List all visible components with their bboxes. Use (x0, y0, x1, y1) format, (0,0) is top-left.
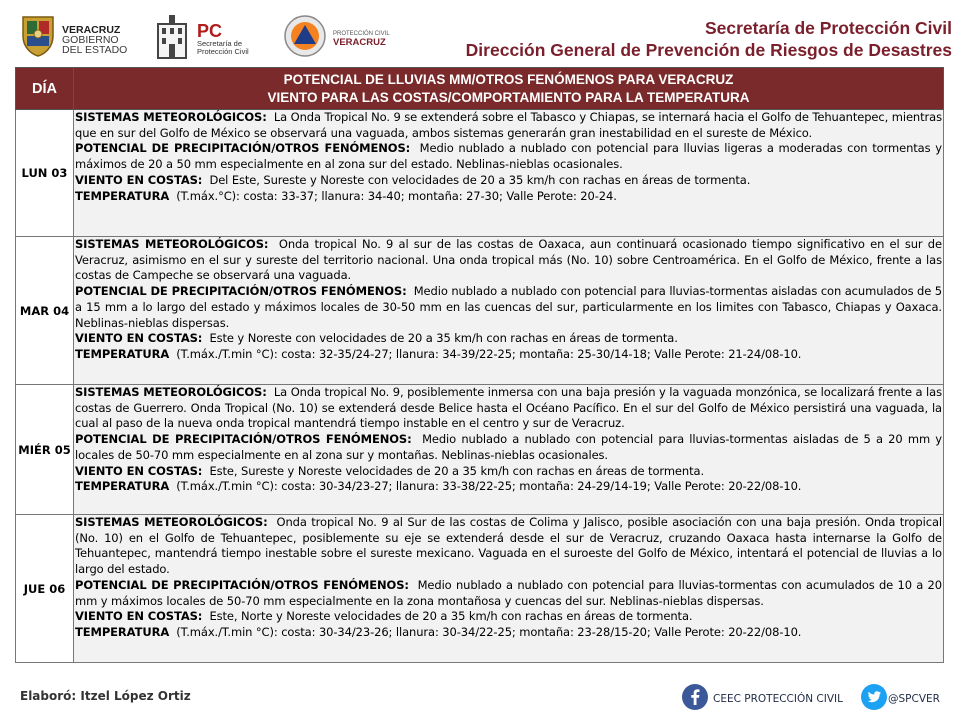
veracruz-logo (20, 14, 160, 62)
temperatura-label: TEMPERATURA (75, 346, 170, 361)
viento-text: Este, Norte y Noreste velocidades de 20 a 35 km/h con rachas en áreas de tormenta. (209, 609, 693, 624)
viento-label: VIENTO EN COSTAS: (75, 172, 203, 187)
viento-text: Del Este, Sureste y Noreste con velocidades de 20 a 35 km/h con rachas en áreas de tormenta. (209, 172, 751, 187)
sistemas-text: Onda tropical No. 9 al Sur de las costas de Colima y Jalisco, posible asociación con una baja presión. Onda tropical (No. 10) en el Golfo de Tehuantepec, posiblemente su eje se extenderá desde el sur de Veracruz, cruzando Oaxaca hasta internarse la Golfo de Tehuantepec, mantendrá tiempo inestable sobre el sureste mexicano. Vaguada en el suroeste del Golfo de México, intentará el potencial de lluvias a lo largo del estado. (75, 515, 942, 577)
sistemas-text: La Onda Tropical No. 9 se extenderá sobre el Tabasco y Chiapas, se internará hacia el Golfo de Tehuantepec, mientras que en sur del Golfo de México se observará una vaguada, ambos sistemas generarán gran inestabilidad en el sureste de México. (75, 110, 942, 140)
temperatura-label: TEMPERATURA (75, 479, 170, 494)
pc-sub2: Protección Civil (197, 47, 249, 56)
veracruz-shield-icon (20, 14, 56, 58)
twitter-label[interactable]: @SPCVER (888, 693, 940, 705)
temperatura-text: (T.máx./T.min °C): costa: 32-35/24-27; llanura: 34-39/22-25; montaña: 25-30/14-18; Valle Perote: 21-24/08-10. (176, 346, 802, 361)
row-day: MIÉR 05 (16, 385, 74, 515)
veracruz-line3: DEL ESTADO (62, 44, 128, 56)
pc-logo (155, 14, 280, 62)
temperatura-label: TEMPERATURA (75, 188, 170, 203)
facebook-label[interactable]: CEEC PROTECCIÓN CIVIL (713, 693, 843, 705)
pcv-line2: VERACRUZ (333, 37, 386, 48)
page-subtitle: Dirección General de Prevención de Riesgos de Desastres (465, 40, 952, 60)
row-day: LUN 03 (16, 110, 74, 237)
temperatura-text: (T.máx.°C): costa: 33-37; llanura: 34-40; montaña: 27-30; Valle Perote: 20-24. (176, 188, 617, 203)
sistemas-label: SISTEMAS METEOROLÓGICOS: (75, 110, 267, 124)
sistemas-text: Onda tropical No. 9 al sur de las costas de Oaxaca, aun continuará ocasionado tiempo significativo en el sur de Veracruz, asimismo en el sur y sureste del territorio nacional. Una onda tropical más (No. 10) sobre Centroamérica. En el Golfo de México, frente a las costas de Campeche se observará una vaguada. (75, 237, 942, 283)
row-content (74, 237, 944, 385)
viento-text: Este y Noreste con velocidades de 20 a 35 km/h con rachas en áreas de tormenta. (209, 331, 678, 346)
sistemas-label: SISTEMAS METEOROLÓGICOS: (75, 385, 267, 399)
potencial-label: POTENCIAL DE PRECIPITACIÓN/OTROS FENÓMENOS: (75, 284, 407, 299)
column-header-line2: VIENTO PARA LAS COSTAS/COMPORTAMIENTO PARA LA TEMPERATURA (267, 89, 750, 105)
row-content (74, 515, 944, 663)
pc-sub1: Secretaría de (197, 39, 243, 48)
temperatura-label: TEMPERATURA (75, 624, 170, 639)
row-day: MAR 04 (16, 237, 74, 385)
row-content (74, 110, 944, 237)
column-header-day: DÍA (16, 68, 74, 110)
viento-label: VIENTO EN COSTAS: (75, 331, 203, 346)
twitter-icon[interactable] (860, 683, 888, 711)
row-day: JUE 06 (16, 515, 74, 663)
potencial-label: POTENCIAL DE PRECIPITACIÓN/OTROS FENÓMENOS: (75, 577, 409, 592)
table-row (16, 237, 944, 385)
potencial-label: POTENCIAL DE PRECIPITACIÓN/OTROS FENÓMENOS: (75, 141, 411, 156)
veracruz-line1: VERACRUZ (62, 24, 121, 36)
table-row (16, 385, 944, 515)
proteccion-civil-emblem-icon (283, 14, 327, 58)
table-row (16, 515, 944, 663)
sistemas-label: SISTEMAS METEOROLÓGICOS: (75, 515, 268, 529)
row-content (74, 385, 944, 515)
facebook-icon[interactable] (681, 683, 709, 711)
page-header (0, 0, 960, 66)
potencial-label: POTENCIAL DE PRECIPITACIÓN/OTROS FENÓMENOS: (75, 432, 412, 447)
pc-building-icon (155, 14, 189, 60)
proteccion-civil-veracruz-logo (283, 14, 413, 62)
forecast-table (15, 67, 944, 663)
potencial-text: Medio nublado a nublado con potencial para lluvias ligeras a moderadas con tormentas y máximos de 20 a 50 mm especialmente en al zona sur del estado. Neblinas-nieblas ocasionales. (75, 141, 942, 172)
pcv-line1: PROTECCIÓN CIVIL (333, 31, 390, 37)
viento-text: Este, Sureste y Noreste velocidades de 20 a 35 km/h con rachas en áreas de tormenta. (209, 463, 705, 478)
potencial-text: Medio nublado a nublado con potencial para lluvias-tormentas aisladas de 5 a 20 mm y locales de 50-70 mm especialmente en al zona sur y montañas. Neblinas-nieblas ocasionales. (75, 432, 942, 462)
potencial-text: Medio nublado a nublado con potencial para lluvias-tormentas aisladas con acumulados de 5 a 15 mm a lo largo del estado y máximos locales de 30-50 mm en las cuencas del sur, particularmente en los limites con Tabasco, Chiapas y Oaxaca. Neblinas-nieblas dispersas. (75, 284, 942, 330)
veracruz-line2: GOBIERNO (62, 34, 119, 46)
table-header-row (16, 68, 944, 110)
viento-label: VIENTO EN COSTAS: (75, 609, 203, 624)
header-titles (466, 17, 952, 61)
temperatura-text: (T.máx./T.min °C): costa: 30-34/23-27; llanura: 33-38/22-25; montaña: 24-29/14-19; Valle Perote: 20-22/08-10. (176, 479, 802, 494)
pc-title: PC (197, 21, 223, 41)
sistemas-text: La Onda tropical No. 9, posiblemente inmersa con una baja presión y la vaguada monzónica, se localizará frente a las costas de Guerrero. Onda Tropical (No. 10) se extenderá desde Belice hasta el Océano Pacífico. En el sur del Golfo de México persistirá una vaguada, la cual al paso de la nueva onda tropical mantendrá tiempo instable en el centro y sur de Veracruz. (75, 385, 942, 431)
elaboro-credit: Elaboró: Itzel López Ortiz (20, 689, 191, 703)
sistemas-label: SISTEMAS METEOROLÓGICOS: (75, 237, 269, 251)
viento-label: VIENTO EN COSTAS: (75, 463, 203, 478)
column-header-line1: POTENCIAL DE LLUVIAS MM/OTROS FENÓMENOS PARA VERACRUZ (283, 71, 734, 87)
column-header-main (74, 68, 944, 110)
table-row (16, 110, 944, 237)
page-title: Secretaría de Protección Civil (704, 18, 952, 38)
temperatura-text: (T.máx./T.min °C): costa: 30-34/23-26; llanura: 30-34/22-25; montaña: 23-28/15-20; Valle Perote: 20-22/08-10. (176, 624, 802, 639)
potencial-text: Medio nublado a nublado con potencial para lluvias-tormentas con acumulados de 10 a 20 mm y máximos locales de 50-70 mm especialmente en la zona montañosa y cuencas del sur. Neblinas-nieblas dispersas. (75, 577, 942, 608)
